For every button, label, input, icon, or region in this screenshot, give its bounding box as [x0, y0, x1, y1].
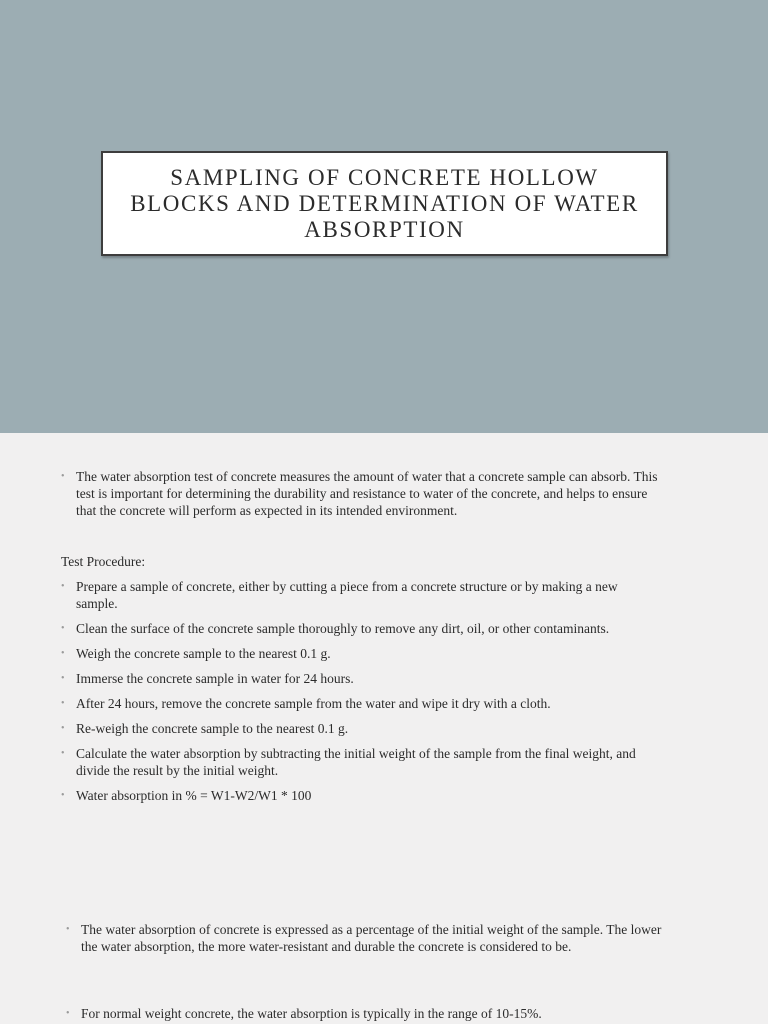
list-item [60, 695, 660, 712]
list-item [60, 720, 660, 737]
list-item [60, 787, 660, 804]
step-text: Water absorption in % = W1-W2/W1 * 100 [76, 788, 312, 803]
step-text: Clean the surface of the concrete sample thoroughly to remove any dirt, oil, or other contaminants. [76, 621, 610, 636]
list-item [60, 670, 660, 687]
bullet-icon: • [66, 924, 70, 935]
bullet-icon: • [61, 723, 65, 734]
bullet-icon: • [61, 698, 65, 709]
bullet-icon: • [61, 648, 65, 659]
intro-list [60, 468, 660, 519]
bullet-icon: • [61, 673, 65, 684]
procedure-heading: Test Procedure: [61, 554, 146, 569]
list-item [60, 645, 660, 662]
procedure-steps-list [60, 578, 660, 812]
step-text: Re-weigh the concrete sample to the nearest 0.1 g. [76, 721, 349, 736]
list-item [60, 745, 660, 779]
notes-list [65, 921, 665, 955]
step-text: Calculate the water absorption by subtracting the initial weight of the sample from the final weight, and divide the result by the initial weight. [76, 746, 636, 778]
step-text: Weigh the concrete sample to the nearest 0.1 g. [76, 646, 331, 661]
step-text: Prepare a sample of concrete, either by cutting a piece from a concrete structure or by making a new sample. [76, 579, 618, 611]
title-slide [0, 0, 768, 433]
intro-text: The water absorption test of concrete measures the amount of water that a concrete sample can absorb. This test is important for determining the durability and resistance to water of the concrete, and helps to ensure that the concrete will perform as expected in its intended environment. [76, 469, 658, 518]
content-slide [0, 433, 768, 1024]
bullet-icon: • [61, 623, 65, 634]
list-item [60, 578, 660, 612]
step-text: After 24 hours, remove the concrete sample from the water and wipe it dry with a cloth. [76, 696, 551, 711]
list-item [65, 1005, 665, 1022]
bullet-icon: • [61, 748, 65, 759]
bullet-icon: • [61, 581, 65, 592]
bullet-icon: • [61, 471, 65, 482]
list-item [65, 921, 665, 955]
bullet-icon: • [61, 790, 65, 801]
list-item [60, 620, 660, 637]
list-item [60, 468, 660, 519]
slide-title: SAMPLING OF CONCRETE HOLLOW BLOCKS AND DETERMINATION OF WATER ABSORPTION [130, 164, 639, 242]
step-text: Immerse the concrete sample in water for 24 hours. [76, 671, 354, 686]
note-text: The water absorption of concrete is expressed as a percentage of the initial weight of the sample. The lower the water absorption, the more water-resistant and durable the concrete is considered to be. [81, 922, 662, 954]
title-box [101, 151, 668, 256]
note-text: For normal weight concrete, the water absorption is typically in the range of 10-15%. [81, 1006, 542, 1021]
bullet-icon: • [66, 1008, 70, 1019]
notes-list [65, 1005, 665, 1022]
